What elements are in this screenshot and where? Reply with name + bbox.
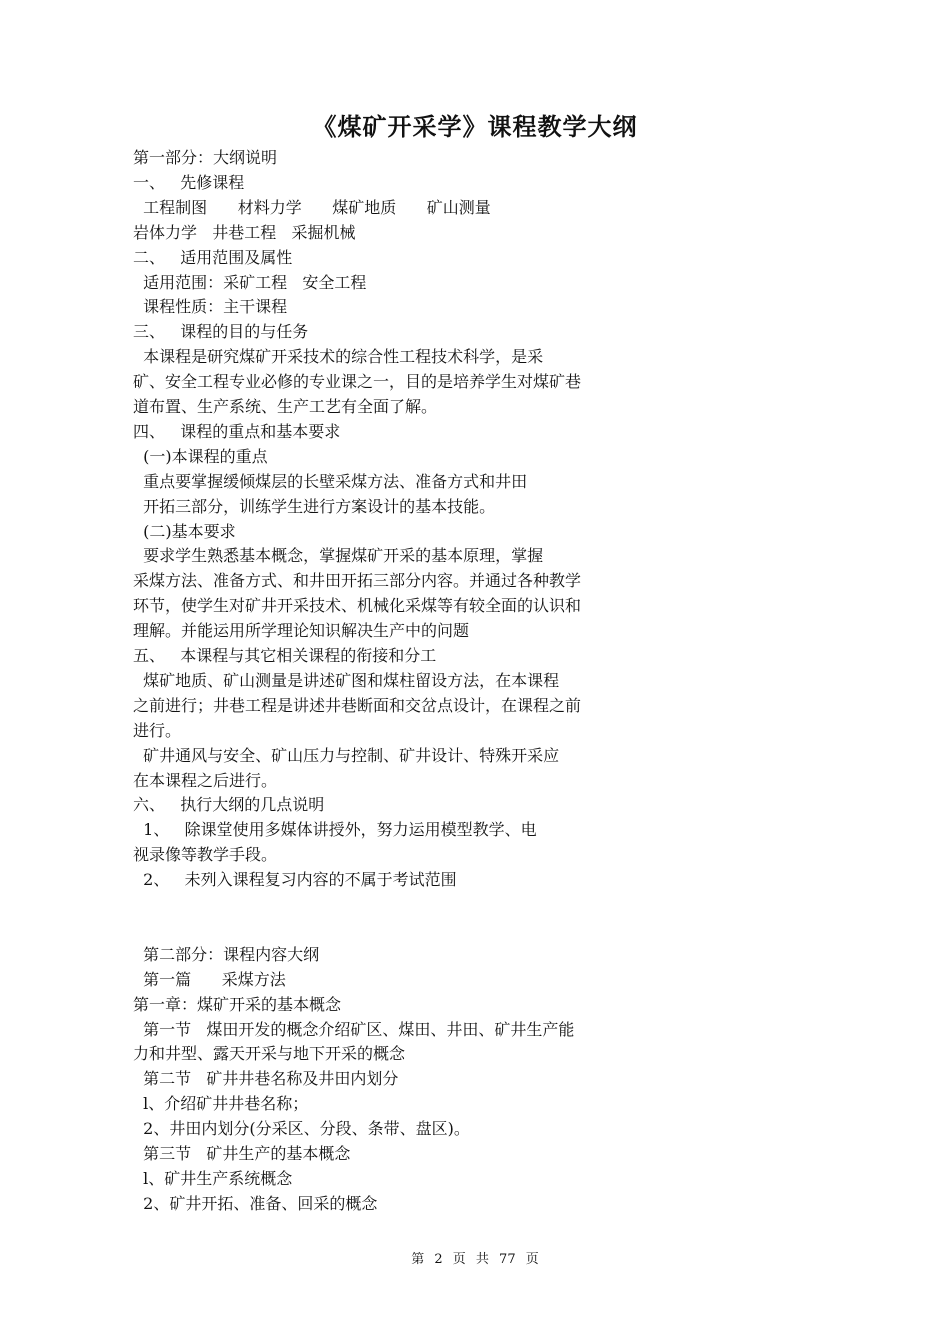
body-line: 环节，使学生对矿井开采技术、机械化采煤等有较全面的认识和: [133, 596, 582, 616]
body-line: 第一篇 采煤方法: [133, 969, 286, 989]
body-line: 2、矿井开拓、准备、回采的概念: [133, 1193, 378, 1213]
body-line: 三、 课程的目的与任务: [133, 322, 309, 342]
body-line: 矿、安全工程专业必修的专业课之一，目的是培养学生对煤矿巷: [133, 372, 582, 392]
body-line: 第一章：煤矿开采的基本概念: [133, 994, 342, 1014]
body-line: 2、井田内划分(分采区、分段、条带、盘区)。: [133, 1119, 470, 1139]
body-line: l、矿井生产系统概念: [133, 1168, 293, 1188]
body-line: 1、 除课堂使用多媒体讲授外，努力运用模型教学、电: [133, 820, 537, 840]
body-line: 矿井通风与安全、矿山压力与控制、矿井设计、特殊开采应: [133, 745, 560, 765]
body-line: 道布置、生产系统、生产工艺有全面了解。: [133, 397, 438, 416]
body-line: 课程性质：主干课程: [133, 297, 288, 317]
body-line: 本课程是研究煤矿开采技术的综合性工程技术科学，是采: [133, 347, 544, 367]
body-line: 适用范围：采矿工程 安全工程: [133, 272, 367, 292]
page-footer: 第 2 页 共 77 页: [411, 1252, 539, 1267]
body-line: 2、 未列入课程复习内容的不属于考试范围: [133, 870, 457, 890]
body-line: (一)本课程的重点: [133, 446, 268, 466]
body-line: 工程制图 材料力学 煤矿地质 矿山测量: [133, 197, 491, 217]
body-line: 重点要掌握缓倾煤层的长壁采煤方法、准备方式和井田: [133, 471, 528, 491]
body-line: 煤矿地质、矿山测量是讲述矿图和煤柱留设方法，在本课程: [133, 670, 560, 690]
body-line: 要求学生熟悉基本概念，掌握煤矿开采的基本原理，掌握: [133, 546, 544, 566]
body-line: 二、 适用范围及属性: [133, 247, 293, 267]
body-line: (二)基本要求: [133, 521, 236, 541]
body-line: 理解。并能运用所学理论知识解决生产中的问题: [133, 621, 470, 641]
document-title: 《煤矿开采学》课程教学大纲: [312, 113, 638, 141]
body-line: 在本课程之后进行。: [133, 770, 278, 790]
body-line: 第二节 矿井井巷名称及井田内划分: [133, 1069, 399, 1089]
body-line: 采煤方法、准备方式、和井田开拓三部分内容。并通过各种教学: [133, 571, 582, 591]
body-line: 之前进行；井巷工程是讲述井巷断面和交岔点设计，在课程之前: [133, 695, 582, 715]
body-line: 第一部分：大纲说明: [133, 148, 278, 167]
body-line: l、介绍矿井井巷名称；: [133, 1094, 309, 1114]
body-line: 第二部分：课程内容大纲: [133, 944, 320, 964]
body-line: 六、 执行大纲的几点说明: [133, 795, 325, 815]
body-line: 开拓三部分，训练学生进行方案设计的基本技能。: [133, 496, 496, 516]
body-line: 视录像等教学手段。: [133, 845, 278, 865]
body-line: 进行。: [133, 720, 182, 740]
body-line: 五、 本课程与其它相关课程的衔接和分工: [133, 646, 437, 665]
body-line: 第三节 矿井生产的基本概念: [133, 1144, 351, 1163]
body-line: 第一节 煤田开发的概念介绍矿区、煤田、井田、矿井生产能: [133, 1019, 575, 1039]
body-line: 岩体力学 井巷工程 采掘机械: [133, 222, 356, 242]
body-line: 一、 先修课程: [133, 172, 245, 192]
body-line: 四、 课程的重点和基本要求: [133, 421, 341, 441]
body-line: 力和井型、露天开采与地下开采的概念: [133, 1044, 406, 1064]
